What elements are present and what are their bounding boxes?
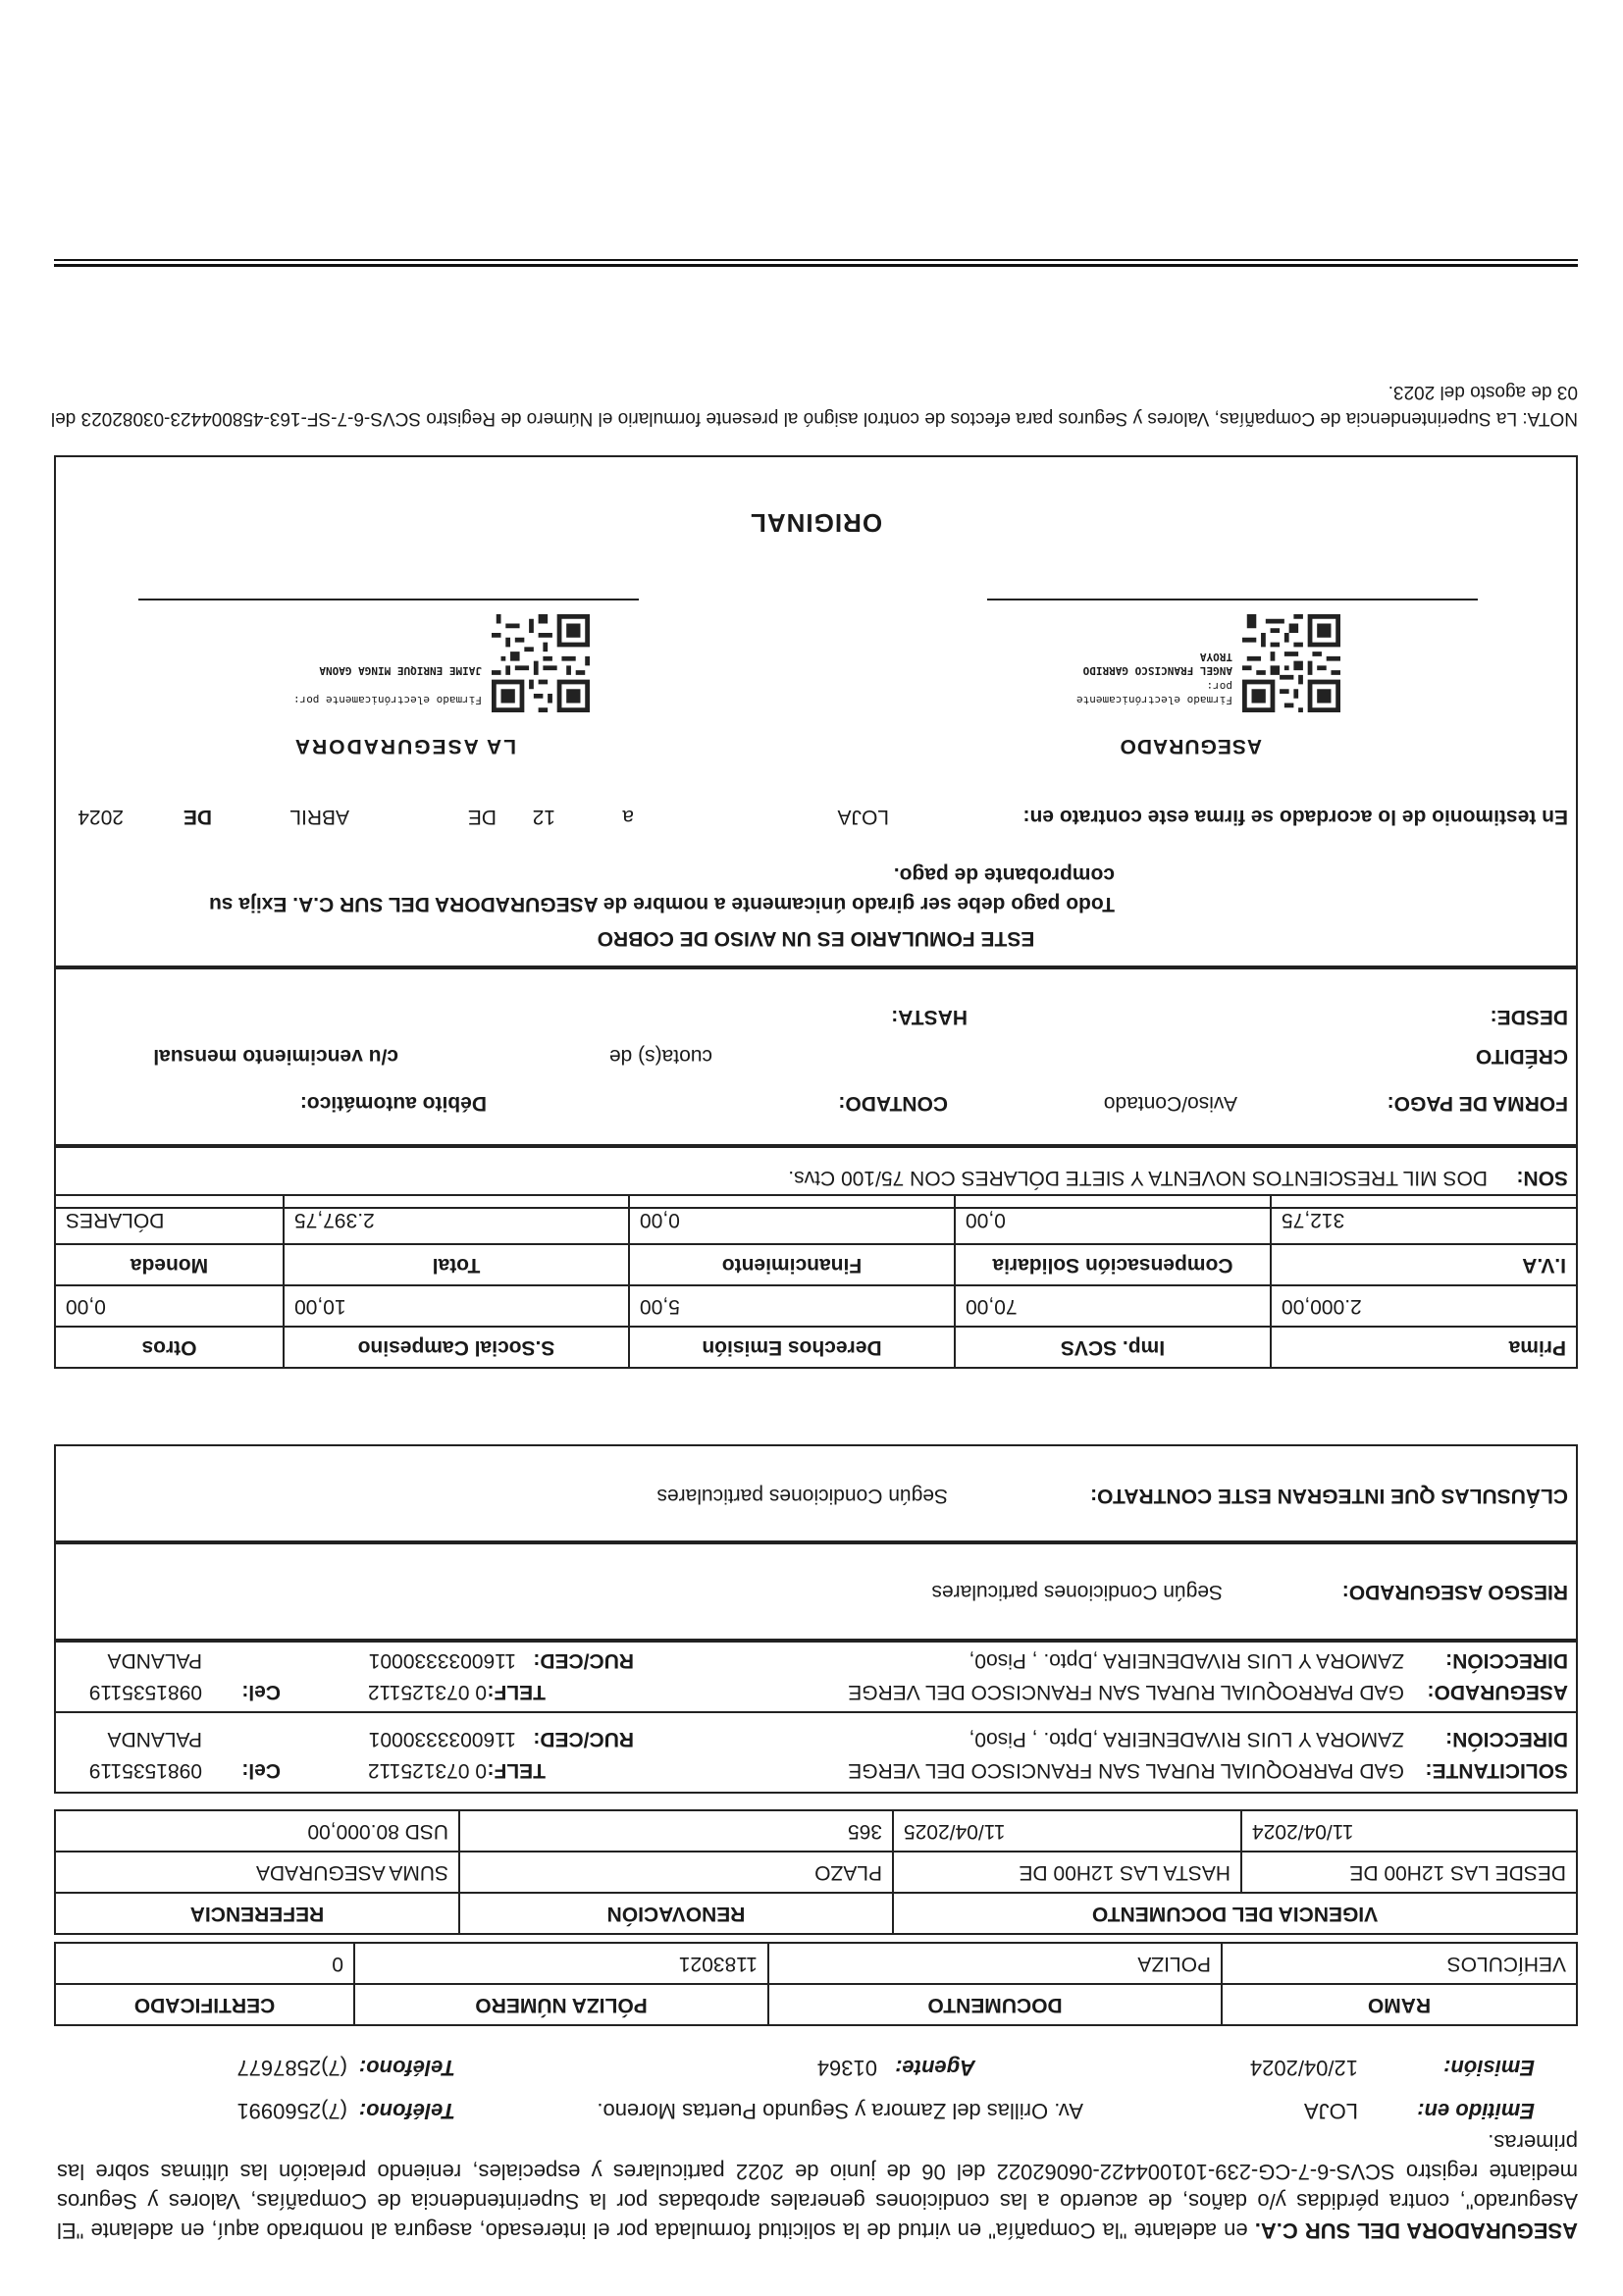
qr-code-asegurado-icon	[1242, 614, 1340, 712]
testimonio-de1: DE	[467, 806, 497, 828]
riesgo-label: RIESGO ASEGURADO:	[1341, 1581, 1568, 1603]
solicitante-ruc-label: RUC/CED:	[533, 1728, 634, 1750]
moneda-value: DÓLARES	[55, 1195, 284, 1244]
asegurado-telf: 0 073125112	[367, 1681, 487, 1703]
asegurado-signature-line	[987, 599, 1478, 600]
policy-ramo: VEHÍCULOS	[1222, 1943, 1577, 1984]
intro-paragraph	[57, 2127, 1578, 2245]
nota-text: NOTA: La Superintendencia de Compañías, Valores y Seguros para efectos de control asignó al presente formulario el Número de Registro SCVS-6-7-SF-163-458004423-03082023 del 03 de agosto del 2023.	[50, 382, 1578, 429]
asegurado-telf-label: TELF:	[487, 1681, 546, 1703]
forma-pago-label: FORMA DE PAGO:	[1387, 1092, 1568, 1115]
telefono-label-2: Teléfono:	[358, 2056, 455, 2080]
bottom-rule	[54, 264, 1578, 267]
vigencia-header: VIGENCIA DEL DOCUMENTO	[893, 1893, 1577, 1934]
asegurado-signature-label: ASEGURADO	[1119, 735, 1262, 757]
firma1-caption: Firmado electrónicamente por:	[1076, 680, 1232, 706]
moneda-header: Moneda	[55, 1244, 284, 1285]
iva-value: 312,75	[1271, 1195, 1577, 1244]
solicitante-label: SOLICITANTE:	[1425, 1759, 1568, 1782]
firma1-name: ANGEL FRANCISCO GARRIDO TROYA	[1082, 651, 1232, 677]
asegurado-dir-label: DIRECCIÓN:	[1445, 1649, 1568, 1672]
original-label: ORIGINAL	[749, 508, 883, 538]
riesgo-value: Según Condiciones particulares	[931, 1581, 1223, 1603]
emitido-address: Av. Orillas del Zamora y Segundo Puertas Moreno.	[597, 2099, 1083, 2123]
telefono-2: (7)2587677	[236, 2056, 347, 2080]
asegurado-name: GAD PARROQUIAL RURAL SAN FRANCISCO DEL VERGE	[848, 1681, 1404, 1703]
ssocial-value: 10,00	[284, 1285, 629, 1327]
aseguradora-signature-label: LA ASEGURADORA	[292, 735, 516, 757]
agente-label: Agente:	[895, 2056, 975, 2080]
firma2-caption: Firmado electrónicamente por:	[292, 694, 482, 706]
emision-label: Emisión:	[1443, 2056, 1535, 2080]
hasta-pago-label: HASTA:	[891, 1006, 968, 1028]
policy-numero: 1183021	[354, 1943, 768, 1984]
credito-label: CRÉDITO	[1475, 1045, 1568, 1068]
vencimiento-label: c/u vencimiento mensual	[153, 1045, 398, 1068]
agente-value: 01364	[816, 2056, 877, 2080]
intro-text: en adelante "la Compañía" en virtud de la solicitud formulada por el interesado, asegura al nombrado aquí, en adelante "El Asegurado", contra pérdidas y/o daños, de acuerdo a las condiciones generales aprobadas por la Superintendencia de Compañías, Valores y Seguros mediante registro SCVS-6-7-CG-239-101004422-06062022 del 06 de junio de 2022 particulares y especiales, reniendo prelación las últimas sobre las primeras.	[57, 2130, 1578, 2243]
desde-date: 11/04/2024	[1241, 1810, 1577, 1852]
testimonio-a: a	[622, 806, 634, 828]
solicitante-city: PALANDA	[107, 1728, 202, 1750]
policy-header-ramo: RAMO	[1222, 1984, 1577, 2025]
asegurado-ruc: 1160033330001	[368, 1649, 516, 1672]
solicitante-telf: 0 073125112	[367, 1759, 487, 1782]
asegurado-label: ASEGURADO:	[1427, 1681, 1568, 1703]
contado-label: CONTADO:	[838, 1092, 948, 1115]
signature-box	[54, 455, 1578, 967]
aseguradora-signature-line	[138, 599, 639, 600]
total-value: 2.397,75	[284, 1195, 629, 1244]
bottom-rule-thin	[54, 259, 1578, 261]
clausulas-label: CLÁUSULAS QUE INTEGRAN ESTE CONTRATO:	[1090, 1485, 1568, 1507]
financimiento-value: 0,00	[629, 1195, 955, 1244]
testimonio-month: ABRIL	[289, 806, 349, 828]
hasta-header: HASTA LAS 12H00 DE	[893, 1852, 1241, 1893]
parties-divider	[56, 1711, 1576, 1713]
otros-value: 0,00	[55, 1285, 284, 1327]
aviso-title: ESTE FOMULARIO ES UN AVISO DE COBRO	[597, 927, 1035, 950]
solicitante-dir-label: DIRECCIÓN:	[1445, 1728, 1568, 1750]
prima-header: Prima	[1271, 1327, 1577, 1368]
solicitante-cel-label: Cel:	[241, 1759, 281, 1782]
referencia-header: REFERENCIA	[55, 1893, 459, 1934]
ssocial-header: S.Social Campesino	[284, 1327, 629, 1368]
telefono-label-1: Teléfono:	[358, 2099, 455, 2123]
solicitante-telf-label: TELF:	[487, 1759, 546, 1782]
son-box	[54, 1146, 1578, 1209]
testimonio-label: En testimonio de lo acordado se firma este contrato en:	[1022, 806, 1568, 828]
vigencia-table	[54, 1809, 1578, 1935]
renovacion-header: RENOVACIÓN	[459, 1893, 893, 1934]
clausulas-box	[54, 1444, 1578, 1542]
derechos-value: 5,00	[629, 1285, 955, 1327]
solicitante-dir: ZAMORA Y LUIS RIVADENEIRA ,Dpto. , Piso0,	[969, 1728, 1404, 1750]
aviso-text: Todo pago debe ser girado únicamente a nombre de ASEGURADORA DEL SUR C.A. Exija su comprobante de pago.	[209, 863, 1115, 915]
testimonio-year: 2024	[78, 806, 124, 828]
aviso-contado: Aviso/Contado	[1103, 1092, 1237, 1115]
telefono-1: (7)2560991	[236, 2099, 347, 2123]
premium-table	[54, 1194, 1578, 1369]
policy-documento: POLIZA	[768, 1943, 1222, 1984]
testimonio-day: 12	[532, 806, 555, 828]
emitido-label: Emitido en:	[1417, 2099, 1535, 2123]
otros-header: Otros	[55, 1327, 284, 1368]
policy-header-poliza: PÓLIZA NÚMERO	[354, 1984, 768, 2025]
pago-box	[54, 967, 1578, 1146]
policy-header-documento: DOCUMENTO	[768, 1984, 1222, 2025]
testimonio-city: LOJA	[837, 806, 889, 828]
hasta-date: 11/04/2025	[893, 1810, 1241, 1852]
parties-box	[54, 1641, 1578, 1794]
suma-header: SUMA ASEGURADA	[55, 1852, 459, 1893]
company-name: ASEGURADORA DEL SUR C.A.	[1254, 2218, 1578, 2243]
solicitante-name: GAD PARROQUIAL RURAL SAN FRANCISCO DEL VERGE	[848, 1759, 1404, 1782]
imp-scvs-header: Imp. SCVS	[955, 1327, 1271, 1368]
desde-pago-label: DESDE:	[1490, 1006, 1568, 1028]
son-value: DOS MIL TRESCIENTOS NOVENTA Y SIETE DÓLARES CON 75/100 Ctvs.	[788, 1167, 1488, 1189]
asegurado-cel: 0981535119	[88, 1681, 202, 1703]
asegurado-dir: ZAMORA Y LUIS RIVADENEIRA ,Dpto. , Piso0,	[969, 1649, 1404, 1672]
financimiento-header: Financimiento	[629, 1244, 955, 1285]
total-header: Total	[284, 1244, 629, 1285]
riesgo-box	[54, 1542, 1578, 1641]
emitido-city: LOJA	[1303, 2099, 1358, 2123]
qr-code-aseguradora-icon	[492, 614, 590, 712]
plazo-value: 365	[459, 1810, 893, 1852]
compensacion-header: Compensación Solidaria	[955, 1244, 1271, 1285]
cuotas-label: cuota(s) de	[608, 1045, 712, 1068]
desde-header: DESDE LAS 12H00 DE	[1241, 1852, 1577, 1893]
policy-table	[54, 1942, 1578, 2026]
testimonio-de2: DE	[183, 806, 212, 828]
policy-certificado: 0	[55, 1943, 354, 1984]
policy-header-certificado: CERTIFICADO	[55, 1984, 354, 2025]
solicitante-cel: 0981535119	[88, 1759, 202, 1782]
suma-value: USD 80.000,00	[55, 1810, 459, 1852]
firma2-name: JAIME ENRIQUE MINGA GAONA	[319, 664, 482, 677]
prima-value: 2.000,00	[1271, 1285, 1577, 1327]
son-label: SON:	[1516, 1167, 1568, 1189]
plazo-header: PLAZO	[459, 1852, 893, 1893]
imp-scvs-value: 70,00	[955, 1285, 1271, 1327]
derechos-header: Derechos Emisión	[629, 1327, 955, 1368]
clausulas-value: Según Condiciones particulares	[656, 1485, 948, 1507]
asegurado-city: PALANDA	[107, 1649, 202, 1672]
emision-date: 12/04/2024	[1249, 2056, 1358, 2080]
compensacion-value: 0,00	[955, 1195, 1271, 1244]
asegurado-cel-label: Cel:	[241, 1681, 281, 1703]
asegurado-ruc-label: RUC/CED:	[533, 1649, 634, 1672]
iva-header: I.V.A	[1271, 1244, 1577, 1285]
solicitante-ruc: 1160033330001	[368, 1728, 516, 1750]
debito-label: Débito automático:	[299, 1092, 487, 1115]
